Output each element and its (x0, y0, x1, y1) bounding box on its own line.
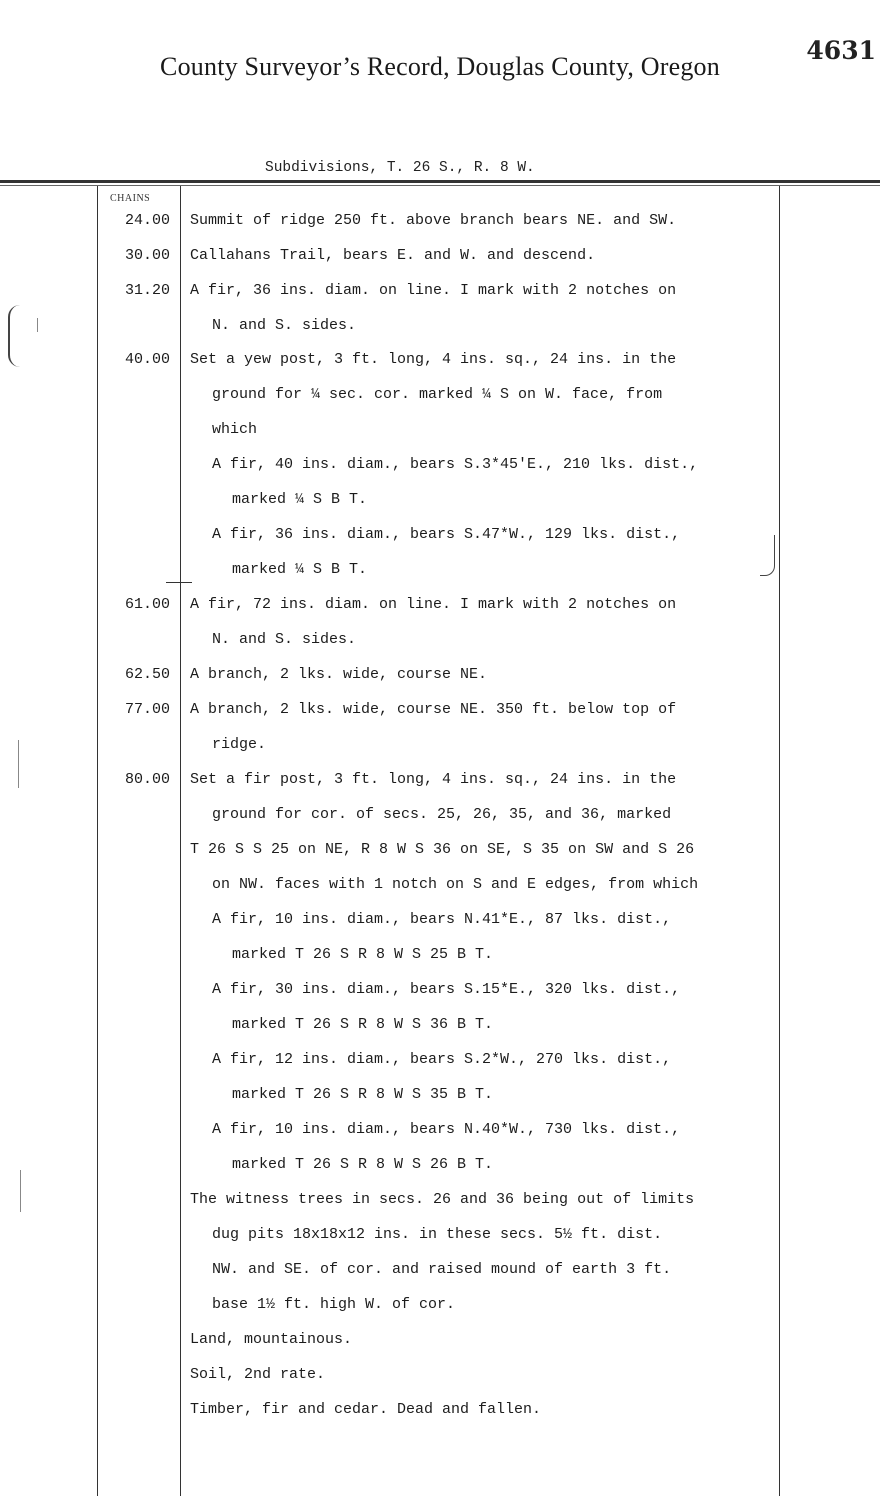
entry-line: on NW. faces with 1 notch on S and E edges, from which (212, 876, 699, 893)
entry-line: Timber, fir and cedar. Dead and fallen. (190, 1401, 542, 1418)
entry-line: A branch, 2 lks. wide, course NE. (190, 666, 488, 683)
corner-mark (166, 582, 192, 583)
entry-line: base 1½ ft. high W. of cor. (212, 1296, 456, 1313)
entry-line: NW. and SE. of cor. and raised mound of earth 3 ft. (212, 1261, 672, 1278)
entry-line: Set a yew post, 3 ft. long, 4 ins. sq., 24 ins. in the (190, 351, 677, 368)
entry-chain: 61.00 (124, 596, 170, 613)
entry-chain: 62.50 (124, 666, 170, 683)
entry-line: Callahans Trail, bears E. and W. and descend. (190, 247, 596, 264)
margin-tick (20, 1170, 21, 1212)
page-title: County Surveyor’s Record, Douglas County, Oregon (160, 52, 720, 81)
entry-line: A fir, 36 ins. diam., bears S.47*W., 129 lks. dist., (212, 526, 681, 543)
entry-line: marked T 26 S R 8 W S 26 B T. (232, 1156, 494, 1173)
header-rule-thick (0, 180, 880, 183)
entry-line: marked T 26 S R 8 W S 36 B T. (232, 1016, 494, 1033)
entry-line: A fir, 30 ins. diam., bears S.15*E., 320 lks. dist., (212, 981, 681, 998)
entry-line: which (212, 421, 258, 438)
margin-hook (760, 535, 775, 576)
entry-line: A fir, 40 ins. diam., bears S.3*45'E., 210 lks. dist., (212, 456, 699, 473)
page-number: 4631 (806, 36, 876, 65)
entry-line: T 26 S S 25 on NE, R 8 W S 36 on SE, S 35 on SW and S 26 (190, 841, 695, 858)
left-margin-line (97, 186, 98, 1496)
entry-line: marked ¼ S B T. (232, 561, 368, 578)
entry-line: A fir, 12 ins. diam., bears S.2*W., 270 lks. dist., (212, 1051, 672, 1068)
entry-chain: 31.20 (124, 282, 170, 299)
entry-line: Soil, 2nd rate. (190, 1366, 326, 1383)
entry-chain: 77.00 (124, 701, 170, 718)
chain-column-line (180, 186, 181, 1496)
chains-label: CHAINS (110, 193, 151, 204)
entry-line: ground for ¼ sec. cor. marked ¼ S on W. face, from (212, 386, 663, 403)
entry-line: A fir, 36 ins. diam. on line. I mark with 2 notches on (190, 282, 677, 299)
entry-line: ground for cor. of secs. 25, 26, 35, and 36, marked (212, 806, 672, 823)
entry-line: Set a fir post, 3 ft. long, 4 ins. sq., 24 ins. in the (190, 771, 677, 788)
entry-line: N. and S. sides. (212, 631, 357, 648)
subheading: Subdivisions, T. 26 S., R. 8 W. (265, 160, 535, 176)
entry-line: A fir, 72 ins. diam. on line. I mark with 2 notches on (190, 596, 677, 613)
entry-line: ridge. (212, 736, 267, 753)
entry-line: marked T 26 S R 8 W S 25 B T. (232, 946, 494, 963)
margin-bracket (8, 305, 22, 367)
entry-line: Summit of ridge 250 ft. above branch bears NE. and SW. (190, 212, 677, 229)
entry-line: dug pits 18x18x12 ins. in these secs. 5½ ft. dist. (212, 1226, 663, 1243)
entry-line: Land, mountainous. (190, 1331, 353, 1348)
entry-line: marked ¼ S B T. (232, 491, 368, 508)
entry-line: marked T 26 S R 8 W S 35 B T. (232, 1086, 494, 1103)
header-rule-thin (0, 185, 880, 186)
right-margin-line (779, 186, 780, 1496)
entry-chain: 40.00 (124, 351, 170, 368)
entry-chain: 30.00 (124, 247, 170, 264)
entry-chain: 80.00 (124, 771, 170, 788)
entry-line: A fir, 10 ins. diam., bears N.40*W., 730 lks. dist., (212, 1121, 681, 1138)
entry-line: The witness trees in secs. 26 and 36 being out of limits (190, 1191, 695, 1208)
entry-line: A fir, 10 ins. diam., bears N.41*E., 87 lks. dist., (212, 911, 672, 928)
entry-line: A branch, 2 lks. wide, course NE. 350 ft. below top of (190, 701, 677, 718)
entry-line: N. and S. sides. (212, 317, 357, 334)
margin-tick (37, 318, 38, 332)
margin-tick (18, 740, 19, 788)
entry-chain: 24.00 (124, 212, 170, 229)
